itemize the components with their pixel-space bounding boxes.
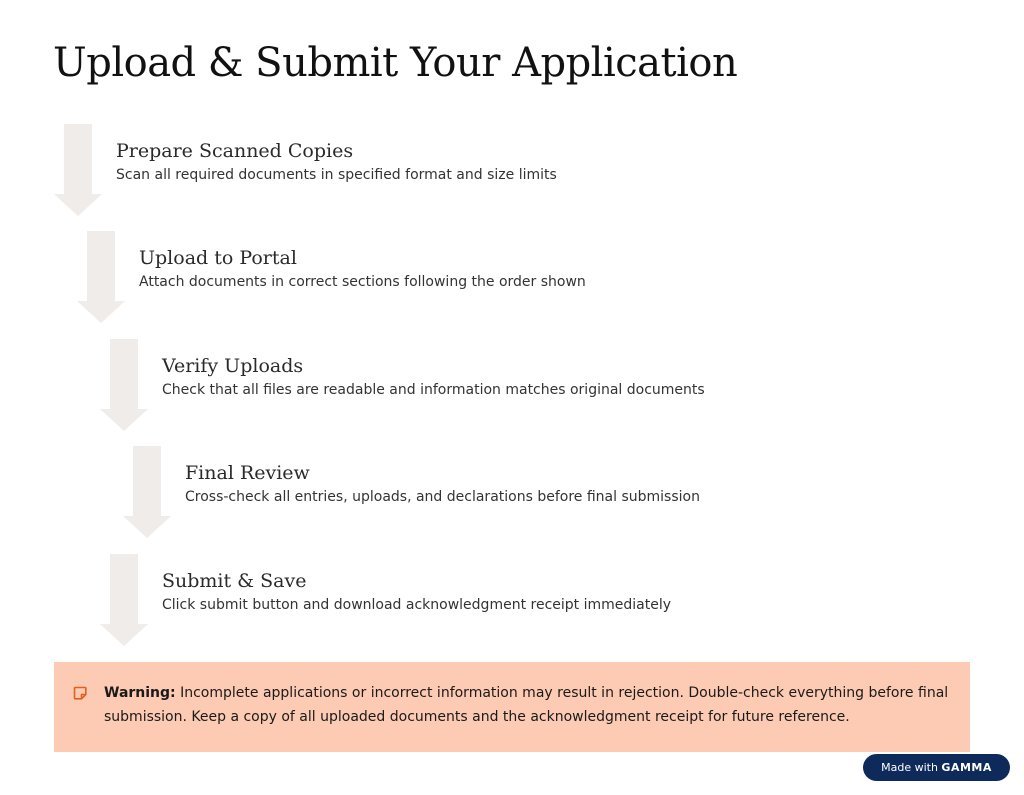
down-arrow-icon [100, 554, 148, 646]
step-title: Upload to Portal [139, 247, 297, 269]
down-arrow-icon [123, 446, 171, 538]
down-arrow-icon [54, 124, 102, 216]
badge-brand: GAMMA [941, 761, 992, 774]
warning-label: Warning: [104, 685, 176, 701]
step-description: Click submit button and download acknowledgment receipt immediately [162, 597, 672, 613]
warning-message [104, 681, 959, 729]
step-title: Final Review [185, 462, 310, 484]
down-arrow-icon [100, 339, 148, 431]
step-description: Cross-check all entries, uploads, and declarations before final submission [185, 489, 700, 505]
step-title: Prepare Scanned Copies [116, 140, 354, 162]
step-title: Verify Uploads [162, 355, 304, 377]
step-description: Attach documents in correct sections following the order shown [139, 274, 586, 290]
step-description: Check that all files are readable and information matches original documents [162, 382, 705, 398]
page-title: Upload & Submit Your Application [53, 40, 738, 86]
step-title: Submit & Save [162, 570, 307, 592]
badge-prefix: Made with [881, 761, 942, 774]
warning-body: Incomplete applications or incorrect information may result in rejection. Double-check everything before final submission. Keep a copy of all uploaded documents and the acknowledgment receipt for future reference. [104, 685, 949, 725]
made-with-gamma-badge[interactable] [863, 754, 1010, 781]
down-arrow-icon [77, 231, 125, 323]
note-icon [73, 686, 87, 700]
step-description: Scan all required documents in specified format and size limits [116, 167, 557, 183]
warning-callout [54, 662, 970, 752]
